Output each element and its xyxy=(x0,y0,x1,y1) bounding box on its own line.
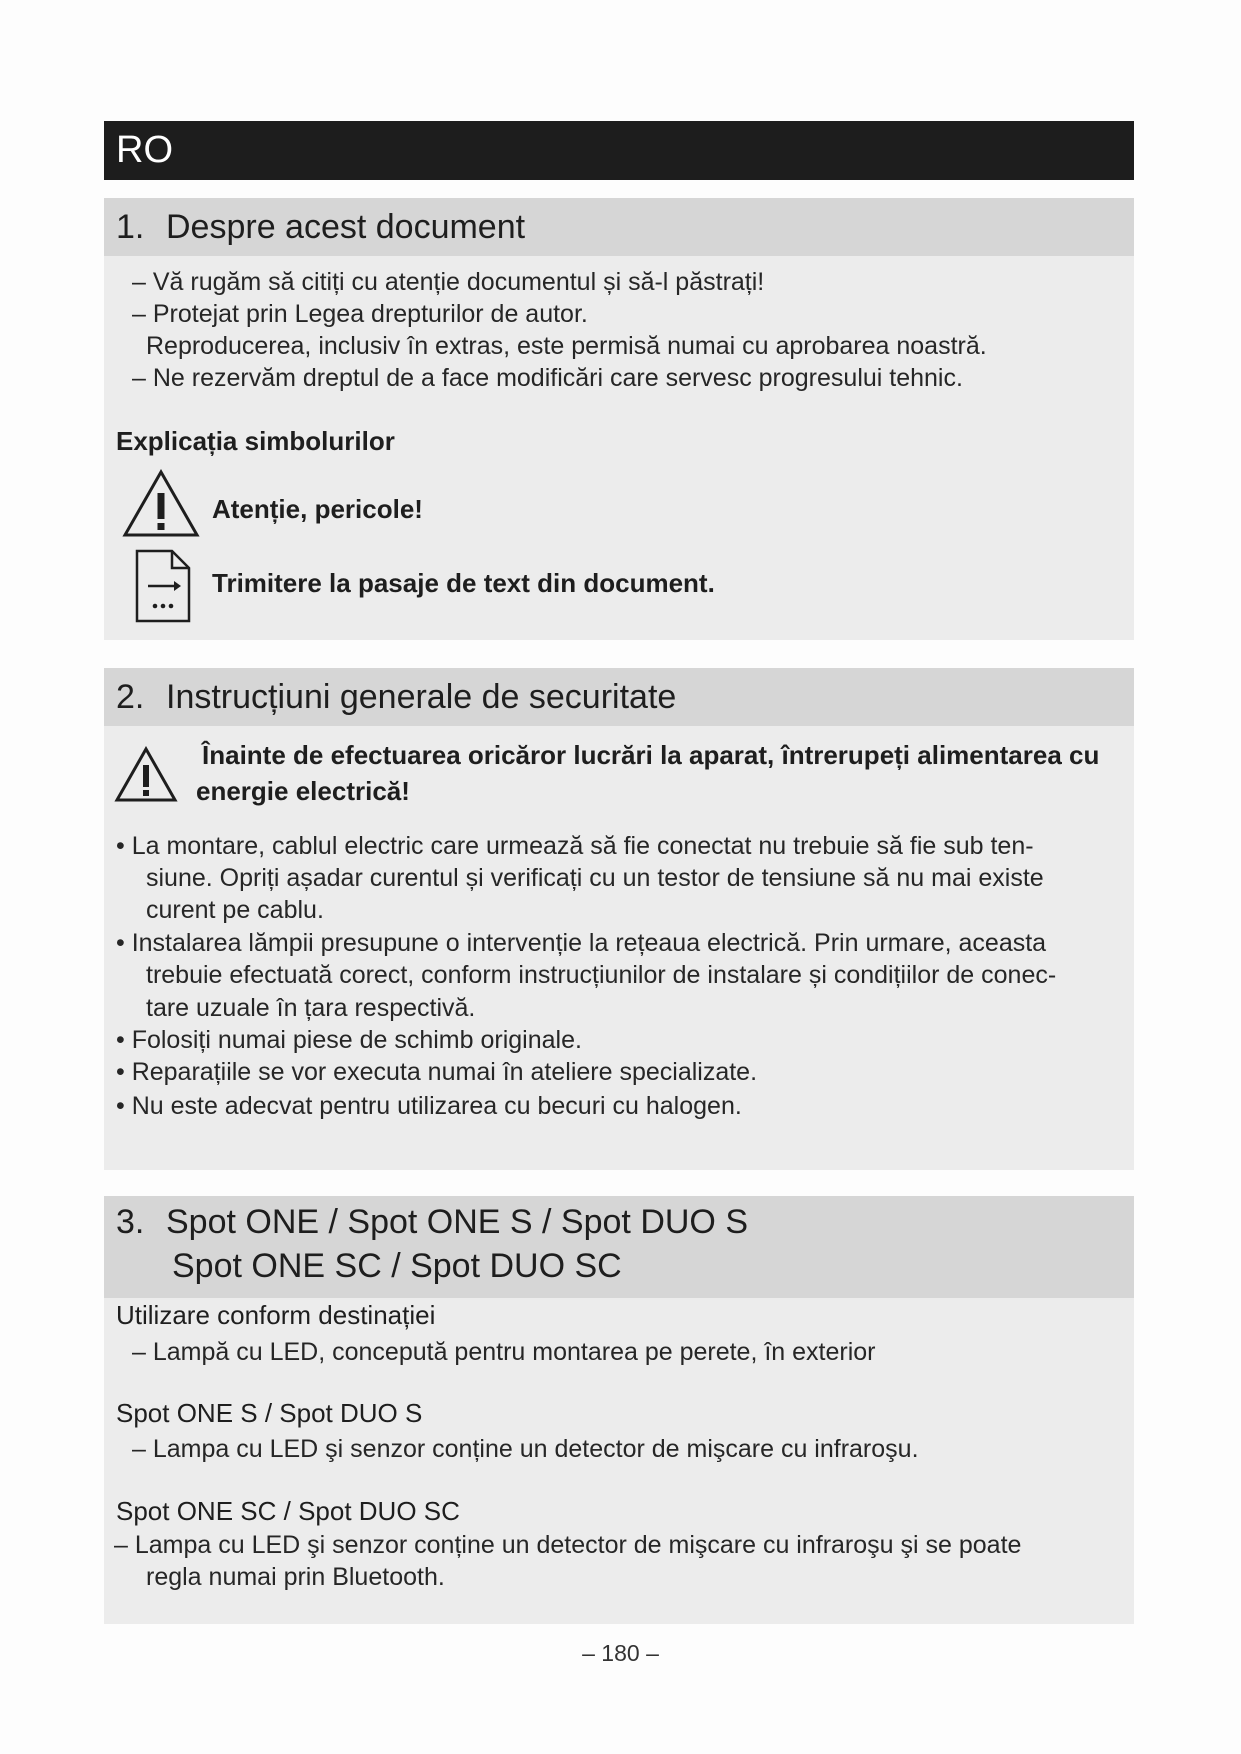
list-item: – Protejat prin Legea drepturilor de autor. xyxy=(132,300,588,328)
warning-triangle-icon xyxy=(122,469,200,539)
warning-text-line: Înainte de efectuarea oricăror lucrări la aparat, întrerupeți alimentarea cu xyxy=(202,740,1100,770)
section-title: Despre acest document xyxy=(166,208,526,246)
symbol-reference-label: Trimitere la pasaje de text din document. xyxy=(212,568,715,598)
section-title-line: Spot ONE SC / Spot DUO SC xyxy=(172,1247,622,1285)
spot-s-heading: Spot ONE S / Spot DUO S xyxy=(116,1398,423,1428)
section-number: 3. xyxy=(116,1203,145,1241)
spot-sc-text: – Lampa cu LED şi senzor conține un detector de mişcare cu infraroşu şi se poate xyxy=(114,1531,1022,1559)
section-products xyxy=(104,1196,1134,1624)
bullet-item: • Reparațiile se vor executa numai în ateliere specializate. xyxy=(116,1058,758,1086)
section-number: 2. xyxy=(116,678,145,716)
section-about-document xyxy=(104,198,1134,640)
bullet-item: • Nu este adecvat pentru utilizarea cu becuri cu halogen. xyxy=(116,1092,742,1120)
warning-text-line: energie electrică! xyxy=(196,776,410,806)
symbols-heading: Explicația simbolurilor xyxy=(116,426,395,456)
use-text: – Lampă cu LED, concepută pentru montarea pe perete, în exterior xyxy=(132,1338,876,1366)
bullet-continuation: trebuie efectuată corect, conform instrucțiunilor de instalare și condițiilor de conec- xyxy=(146,961,1057,989)
bullet-item: • Folosiți numai piese de schimb originale. xyxy=(116,1026,582,1054)
section-heading xyxy=(104,668,1134,726)
warning-triangle-icon xyxy=(114,746,178,804)
section-number: 1. xyxy=(116,208,145,246)
page-number: – 180 – xyxy=(582,1640,659,1666)
section-heading xyxy=(104,1196,1134,1298)
document-reference-icon xyxy=(134,548,192,624)
bullet-continuation: curent pe cablu. xyxy=(146,896,324,924)
section-title: Instrucțiuni generale de securitate xyxy=(166,678,677,716)
bullet-item: • La montare, cablul electric care urmează să fie conectat nu trebuie să fie sub ten- xyxy=(116,832,1034,860)
section-title-line: Spot ONE / Spot ONE S / Spot DUO S xyxy=(166,1203,749,1241)
section-safety-instructions xyxy=(104,668,1134,1170)
spot-sc-heading: Spot ONE SC / Spot DUO SC xyxy=(116,1496,460,1526)
spot-s-text: – Lampa cu LED şi senzor conține un detector de mişcare cu infraroşu. xyxy=(132,1435,919,1463)
bullet-continuation: tare uzuale în țara respectivă. xyxy=(146,994,476,1022)
bullet-item: • Instalarea lămpii presupune o intervenție la rețeaua electrică. Prin urmare, aceasta xyxy=(116,929,1047,957)
list-item: – Vă rugăm să citiți cu atenție documentul și să-l păstrați! xyxy=(132,268,765,296)
spot-sc-text-continuation: regla numai prin Bluetooth. xyxy=(146,1563,445,1591)
list-item: – Ne rezervăm dreptul de a face modificări care servesc progresului tehnic. xyxy=(132,364,963,392)
language-header: RO xyxy=(104,121,1134,180)
use-heading: Utilizare conform destinației xyxy=(116,1300,436,1330)
symbol-warning-label: Atenție, pericole! xyxy=(212,494,423,524)
section-heading xyxy=(104,198,1134,256)
bullet-continuation: siune. Opriți așadar curentul și verificați cu un testor de tensiune să nu mai existe xyxy=(146,864,1044,892)
list-item-continuation: Reproducerea, inclusiv în extras, este permisă numai cu aprobarea noastră. xyxy=(146,332,987,360)
